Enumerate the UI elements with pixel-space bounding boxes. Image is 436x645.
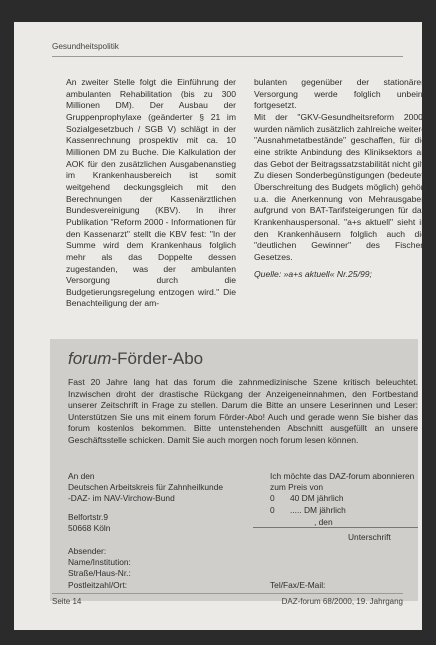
article-paragraph: An zweiter Stelle folgt die Einführung der ambulanten Rehabilitation (bis zu 300 Millionen DM). Der Ausbau der Gruppenprophylaxe (geänderter § 21 im Sozialgesetzbuch / SGB V) schlägt in der Kassenrechnung prospektiv mit ca. 10 Millionen DM zu Buche. Die Kalkulation der AOK für den zusätzlichen Ausgabenanstieg im Krankenhausbereich ist somit weitgehend deckungsgleich mit den Berechnungen der Kassenärztlichen Bundesvereinigung (KBV). In ihrer Publikation "Reform 2000 - Informationen für den Kassenarzt" stellt die KBV fest: "In der Summe wird dem Krankenhaus folglich mehr als das Doppelte dessen zugestanden, was der ambulanten Versorgung durch die Budgetierungsregelung entzogen wird." Die Benachteiligung der am-	[66, 77, 236, 309]
field-city[interactable]: Postleitzahl/Ort:	[68, 579, 128, 590]
sender-fields	[68, 546, 131, 591]
field-sender[interactable]: Absender:	[68, 546, 107, 556]
article-right-column	[254, 77, 426, 280]
article-left-column	[66, 77, 236, 310]
order-form	[270, 471, 414, 516]
field-name[interactable]: Name/Institution:	[68, 557, 131, 568]
address-to: An den	[68, 471, 95, 481]
title-rest: -Förder-Abo	[111, 349, 204, 368]
section-label: Gesundheitspolitik	[52, 42, 119, 51]
address-city: 50668 Köln	[68, 522, 111, 533]
order-line-1: Ich möchte das DAZ-forum abonnieren	[270, 471, 415, 481]
signature-line[interactable]	[253, 527, 418, 528]
address-street: Belfortstr.9	[68, 511, 109, 522]
subscription-title	[68, 349, 203, 369]
title-forum: forum	[68, 349, 112, 368]
field-contact[interactable]: Tel/Fax/E-Mail:	[270, 580, 326, 590]
magazine-page	[14, 22, 426, 630]
address-org: Deutschen Arbeitskreis für Zahnheilkunde	[68, 482, 224, 493]
article-source: Quelle: »a+s aktuell« Nr.25/99;	[254, 268, 372, 279]
article-paragraph: bulanten gegenüber der stationären Versorgung werde folglich unbeirrt fortgesetzt.	[254, 77, 426, 111]
option-label: 40 DM jährlich	[290, 493, 344, 504]
bottom-divider	[52, 593, 403, 594]
price-option-custom[interactable]	[270, 505, 414, 516]
recipient-address	[68, 471, 223, 534]
address-sub: -DAZ- im NAV-Virchow-Bund	[68, 493, 175, 504]
signature-label: Unterschrift	[348, 532, 391, 542]
article-paragraph: Zu diesen Sonderbegünstigungen (bedeutet: Überschreitung des Budgets möglich) gehört u.a. die Anerkennung von Mehrausgaben aufgrund von BAT-Tarifsteigerungen für das Krankenhauspersonal. "a+s aktuell" sieht in den Krankenhäusern folglich auch die "deutlichen Gewinner" des Fischer-Gesetzes.	[254, 170, 426, 262]
option-checkbox[interactable]: 0	[270, 504, 275, 515]
subscription-box	[50, 339, 418, 601]
top-divider	[52, 56, 403, 57]
page-number: Seite 14	[52, 597, 82, 606]
option-label: ..... DM jährlich	[290, 504, 346, 515]
subscription-intro: Fast 20 Jahre lang hat das forum die zahnmedizinische Szene kritisch beleuchtet. Inzwischen droht der drastische Rückgang der Anzeigeneinnahmen, den Fortbestand unserer Zeitschrift in Frage zu stellen. Darum die Bitte an unsere Leserinnen und Leser: Unterstützen Sie uns mit einem forum Förder-Abo! Auch und gerade wenn Sie bisher das forum kostenlos bekommen. Bitte untenstehenden Abschnitt ausgefüllt an unsere Geschäftsstelle schicken. Damit Sie auch morgen noch forum lesen können.	[68, 377, 418, 445]
price-option-40[interactable]	[270, 493, 414, 504]
issue-info: DAZ-forum 68/2000, 19. Jahrgang	[281, 597, 403, 606]
field-street[interactable]: Straße/Haus-Nr.:	[68, 568, 131, 579]
option-checkbox[interactable]: 0	[270, 493, 275, 504]
date-label: , den	[314, 517, 333, 527]
order-line-2: zum Preis von	[270, 482, 324, 493]
article-paragraph: Mit der "GKV-Gesundheitsreform 2000" wurden nämlich zusätzlich zahlreiche weitere "Ausnahmetatbestände" geschaffen, für die eine strikte Anbindung des Kliniksektors an das Gebot der Beitragssatzstabilität nicht gilt.	[254, 111, 426, 169]
